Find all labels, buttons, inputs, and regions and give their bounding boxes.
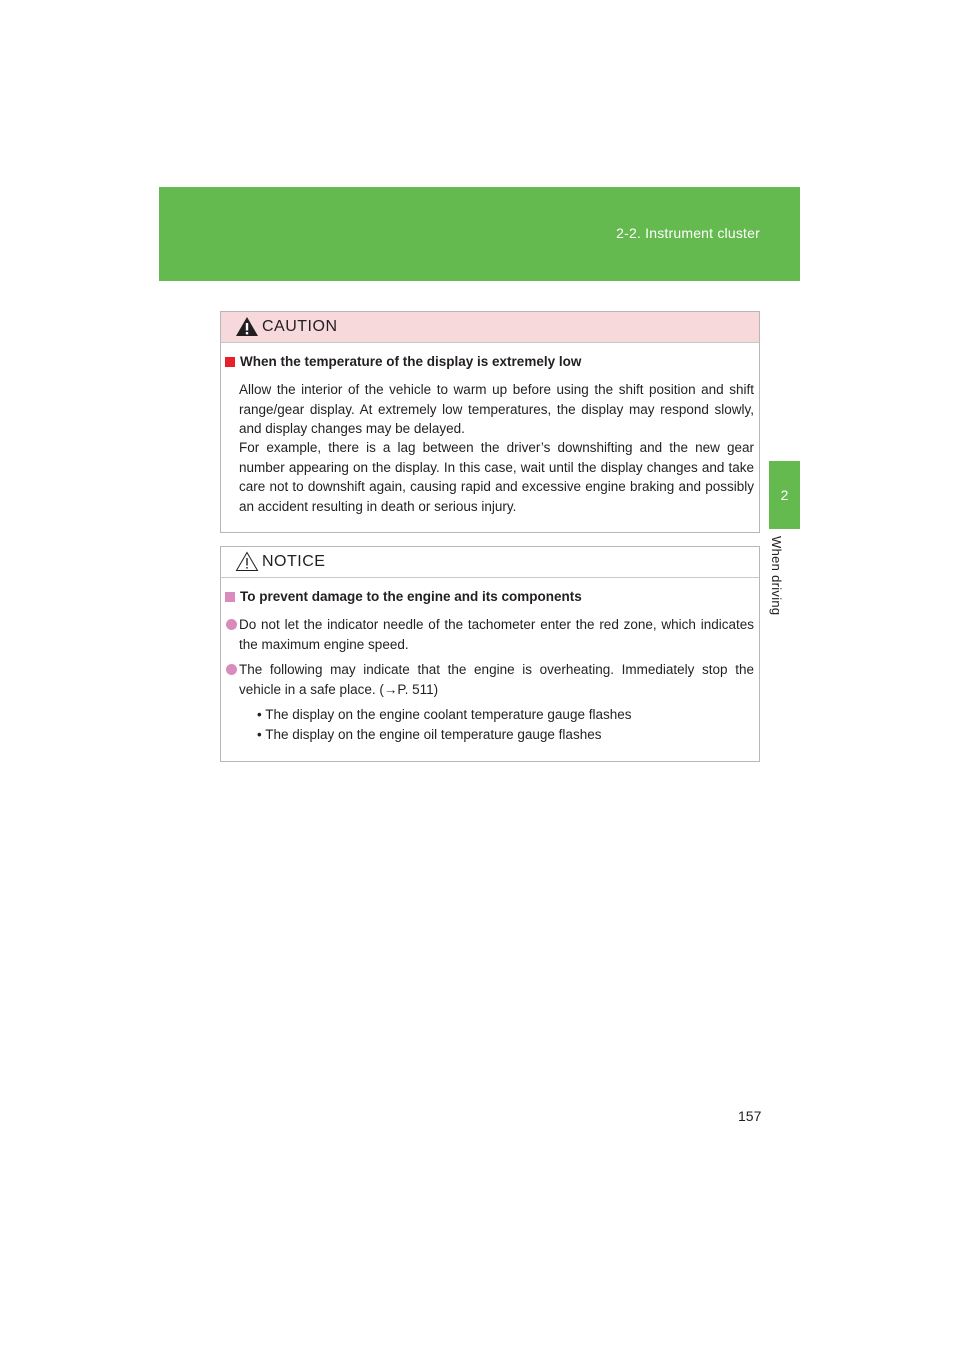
warning-triangle-outline-icon — [235, 551, 259, 572]
caution-box — [220, 311, 760, 533]
notice-bullet-text: The following may indicate that the engine is overheating. Immediately stop the vehicle in a safe place. (→P. 511) — [239, 662, 754, 697]
notice-bullet — [226, 615, 754, 654]
chapter-header-band — [159, 187, 800, 281]
section-title: 2-2. Instrument cluster — [616, 225, 760, 241]
notice-sub-bullet: • The display on the engine coolant temperature gauge flashes — [257, 707, 632, 722]
bullet-dot-icon — [226, 619, 237, 630]
page-number: 157 — [738, 1108, 762, 1124]
caution-paragraph-2: For example, there is a lag between the driver’s downshifting and the new gear number appearing on the display. In this case, wait until the display changes and take care not to downshift again, causing rapid and excessive engine braking and possibly an accident resulting in death or serious injury. — [239, 440, 754, 514]
notice-header — [221, 547, 759, 578]
caution-header — [221, 312, 759, 343]
notice-section-title-text: To prevent damage to the engine and its components — [240, 589, 582, 604]
warning-triangle-icon — [235, 316, 259, 337]
red-square-icon — [225, 357, 235, 367]
bullet-dot-icon — [226, 664, 237, 675]
caution-section-title-text: When the temperature of the display is extremely low — [240, 354, 582, 369]
notice-bullet-text: Do not let the indicator needle of the tachometer enter the red zone, which indicates the maximum engine speed. — [239, 617, 754, 652]
caution-heading: CAUTION — [262, 318, 338, 335]
caution-section-title — [225, 354, 581, 369]
notice-heading: NOTICE — [262, 553, 326, 570]
pink-square-icon — [225, 592, 235, 602]
chapter-number: 2 — [780, 487, 789, 503]
notice-sub-bullet: • The display on the engine oil temperature gauge flashes — [257, 727, 602, 742]
chapter-tab — [769, 461, 800, 529]
notice-bullet — [226, 660, 754, 699]
chapter-label: When driving — [769, 536, 784, 616]
notice-section-title — [225, 589, 582, 604]
caution-paragraph-1: Allow the interior of the vehicle to warm up before using the shift position and shift range/gear display. At extremely low temperatures, the display may respond slowly, and display changes may be delayed. — [239, 382, 754, 436]
notice-box — [220, 546, 760, 762]
